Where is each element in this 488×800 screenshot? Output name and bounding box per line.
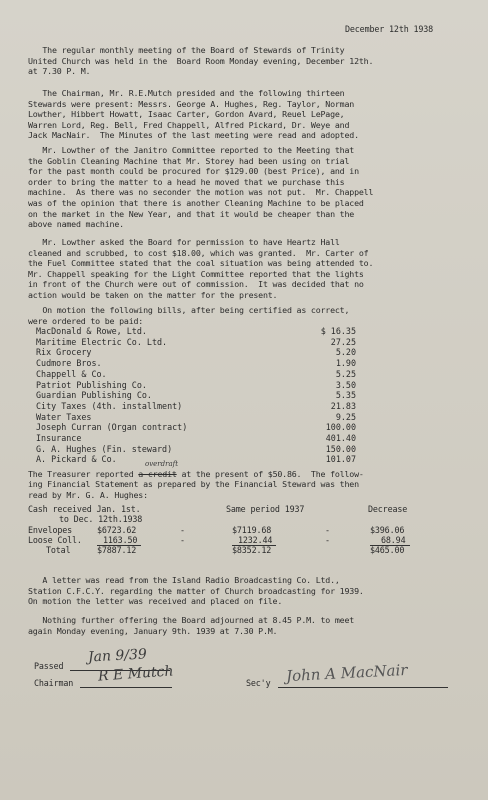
secy-signature: John A MacNair xyxy=(285,660,408,686)
minutes-page: December 12th 1938 The regular monthly meeting of the Board of Stewards of Trinity United Church was held in the Board Room Monday evening, December 12th. at 7.30 P. M. The Chairman, Mr. R.E.Mutch presided and the following thirteen Stewards were present: Messrs. George A. Hughes, Reg. Taylor, Norman Lowther, Hibbert Howatt, Isaac Carter, Gordon Avard, Reuel LePage, Warren Lord, Reg. Bell, Fred Chappell, Alfred Pickard, Dr. Weye and Jack MacNair. The Minutes of the last meeting were read and adopted. Mr. Lowther of the Janitro Committee reported to the Meeting that the Goblin Cleaning Machine that Mr. Storey had been using on trial for the past month could be procured for $129.00 (best Price), and in order to bring the matter to a head he moved that we purchase this machine. As there was no seconder the motion was not put. Mr. Chappell was of the opinion that there is another Cleaning Machine to be placed on the market in the New Year, and that it would be cheaper than the above named machine. Mr. Lowther asked the Board for permission to have Heartz Hall cleaned and scrubbed, to cost $18.00, which was granted. Mr. Carter of the Fuel Committee stated that the coal situation was being attended to. Mr. Chappell speaking for the Light Committee reported that the lights in front of the Church were out of commission. It was decided that no action would be taken on the matter for the present. On motion the following bills, after being certified as correct, were ordered to be paid: MacDonald & Rowe, Ltd. $ 16.35 Maritime Electric Co. Ltd. 27.25 Rix Grocery 5.20 Cudmore Bros. 1.90 Chappell & Co. 5.25 Patriot Publishing Co. 3.50 Guardian Publishing Co. 5.35 City Taxes (4th. installment) 21.83 Water Taxes 9.25 Joseph Curran (Organ contract) 100.00 Insurance 401.40 G. A. Hughes (Fin. steward) 150.00 A. Pickard & Co. 101.07 The Treasurer reported a credit at the present of $50.86. The follow- overdraft ing Financial Statement as prepared by the Financial Steward was then read by Mr. G. A. Hughes: Cash received Jan. 1st. to Dec. 12th.1938 Same period 1937 Decrease Envelopes $6723.62 - $7119.68 - $396.06 Loose Coll. 1163.50 - 1232.44 - 68.94 Total $7887.12 $8352.12 $465.00 A letter was read from the Island Radio Broadcasting Co. Ltd., Station C.F.C.Y. regarding the matter of Church broadcasting for 1939. On motion the letter was received and placed on file. Nothing further offering the Board adjourned at 8.45 P.M. to meet again Monday evening, January 9th. 1939 at 7.30 P.M. Passed Jan 9/39 Chairman R E Mutch Sec'y John A MacNair xyxy=(0,0,488,800)
bill-row xyxy=(36,454,356,465)
bill-name: G. A. Hughes (Fin. steward) xyxy=(36,443,173,454)
col-head-cash-period: to Dec. 12th.1938 xyxy=(59,514,143,524)
meeting-date: December 12th 1938 xyxy=(345,24,434,34)
paragraph-adjournment: Nothing further offering the Board adjourned at 8.45 P.M. to meet again Monday evening, January 9th. 1939 at 7.30 P.M. xyxy=(28,615,355,636)
bill-name: Guardian Publishing Co. xyxy=(36,390,152,401)
paragraph-radio-letter: A letter was read from the Island Radio Broadcasting Co. Ltd., Station C.F.C.Y. regarding the matter of Church broadcasting for 1939. On motion the letter was received and placed on file. xyxy=(28,575,364,607)
treasurer-line-2: ing Financial Statement as prepared by the Financial Steward was then xyxy=(28,479,359,489)
bill-name: Patriot Publishing Co. xyxy=(36,379,147,390)
bill-row xyxy=(36,326,356,337)
bill-row xyxy=(36,358,356,369)
paragraph-heartz-hall: Mr. Lowther asked the Board for permission to have Heartz Hall cleaned and scrubbed, to cost $18.00, which was granted. Mr. Carter of the Fuel Committee stated that the coal situation was being attended to. Mr. Chappell speaking for the Light Committee reported that the lights in front of the Church were out of commission. It was decided that no action would be taken on the matter for the present. xyxy=(28,237,374,300)
col-head-1937: Same period 1937 xyxy=(226,504,305,514)
bill-amount: $ 16.35 xyxy=(320,326,356,336)
bill-amount: 5.20 xyxy=(335,347,356,358)
bill-row xyxy=(36,433,356,444)
bill-name: Chappell & Co. xyxy=(36,368,107,379)
bill-row xyxy=(36,444,356,455)
bill-amount: 401.40 xyxy=(325,433,356,443)
bill-row xyxy=(36,347,356,358)
struck-word: a credit xyxy=(138,469,177,479)
bill-name: City Taxes (4th. installment) xyxy=(36,400,183,411)
passed-signature: Jan 9/39 xyxy=(87,646,148,666)
paragraph-bills-motion: On motion the following bills, after being certified as correct, were ordered to be paid: xyxy=(28,305,350,326)
bill-amount: 9.25 xyxy=(335,411,356,422)
chairman-label: Chairman xyxy=(34,678,74,688)
bill-row xyxy=(36,380,356,391)
bill-name: MacDonald & Rowe, Ltd. xyxy=(36,326,147,336)
bill-name: Joseph Curran (Organ contract) xyxy=(36,422,188,433)
bill-name: Cudmore Bros. xyxy=(36,358,102,369)
bill-row xyxy=(36,401,356,412)
bill-row xyxy=(36,390,356,401)
col-head-decrease: Decrease xyxy=(368,504,408,514)
bill-amount: 27.25 xyxy=(330,336,356,347)
bill-name: Maritime Electric Co. Ltd. xyxy=(36,336,168,347)
bill-row xyxy=(36,412,356,423)
passed-label: Passed xyxy=(34,661,64,671)
bill-name: Insurance xyxy=(36,433,82,443)
bill-amount: 1.90 xyxy=(335,358,356,369)
treasurer-line-1: The Treasurer reported a credit at the present of $50.86. The follow- xyxy=(28,469,364,479)
bill-row xyxy=(36,422,356,433)
chairman-line xyxy=(80,687,172,688)
bill-name: Rix Grocery xyxy=(36,347,92,358)
bill-amount: 21.83 xyxy=(330,400,356,411)
secy-line xyxy=(278,687,448,688)
treasurer-line-3: read by Mr. G. A. Hughes: xyxy=(28,489,148,500)
bill-amount: 101.07 xyxy=(325,454,356,465)
col-head-cash: Cash received Jan. 1st. xyxy=(28,504,141,514)
bill-amount: 5.25 xyxy=(335,368,356,379)
paragraph-cleaning-machine: Mr. Lowther of the Janitro Committee reported to the Meeting that the Goblin Cleaning Machine that Mr. Storey had been using on trial for the past month could be procured for $129.00 (best Price), and in order to bring the matter to a head he moved that we purchase this machine. As there was no seconder the motion was not put. Mr. Chappell was of the opinion that there is another Cleaning Machine to be placed on the market in the New Year, and that it would be cheaper than the above named machine. xyxy=(28,145,374,230)
paragraph-opening: The regular monthly meeting of the Board of Stewards of Trinity United Church was held in the Board Room Monday evening, December 12th. at 7.30 P. M. xyxy=(28,45,374,77)
bill-name: A. Pickard & Co. xyxy=(36,454,117,465)
secy-label: Sec'y xyxy=(246,678,271,688)
handwritten-insertion: overdraft xyxy=(145,460,179,468)
bill-row xyxy=(36,369,356,380)
bill-name: Water Taxes xyxy=(36,411,92,422)
bill-amount: 150.00 xyxy=(325,443,356,454)
bill-amount: 3.50 xyxy=(335,379,356,390)
chairman-signature: R E Mutch xyxy=(97,663,174,685)
bill-row xyxy=(36,337,356,348)
paragraph-attendance: The Chairman, Mr. R.E.Mutch presided and the following thirteen Stewards were present: Messrs. George A. Hughes, Reg. Taylor, Norman Lowther, Hibbert Howatt, Isaac Carter, Gordon Avard, Reuel LePage, Warren Lord, Reg. Bell, Fred Chappell, Alfred Pickard, Dr. Weye and Jack MacNair. The Minutes of the last meeting were read and adopted. xyxy=(28,88,359,141)
bill-amount: 100.00 xyxy=(325,422,356,433)
bill-amount: 5.35 xyxy=(335,390,356,401)
